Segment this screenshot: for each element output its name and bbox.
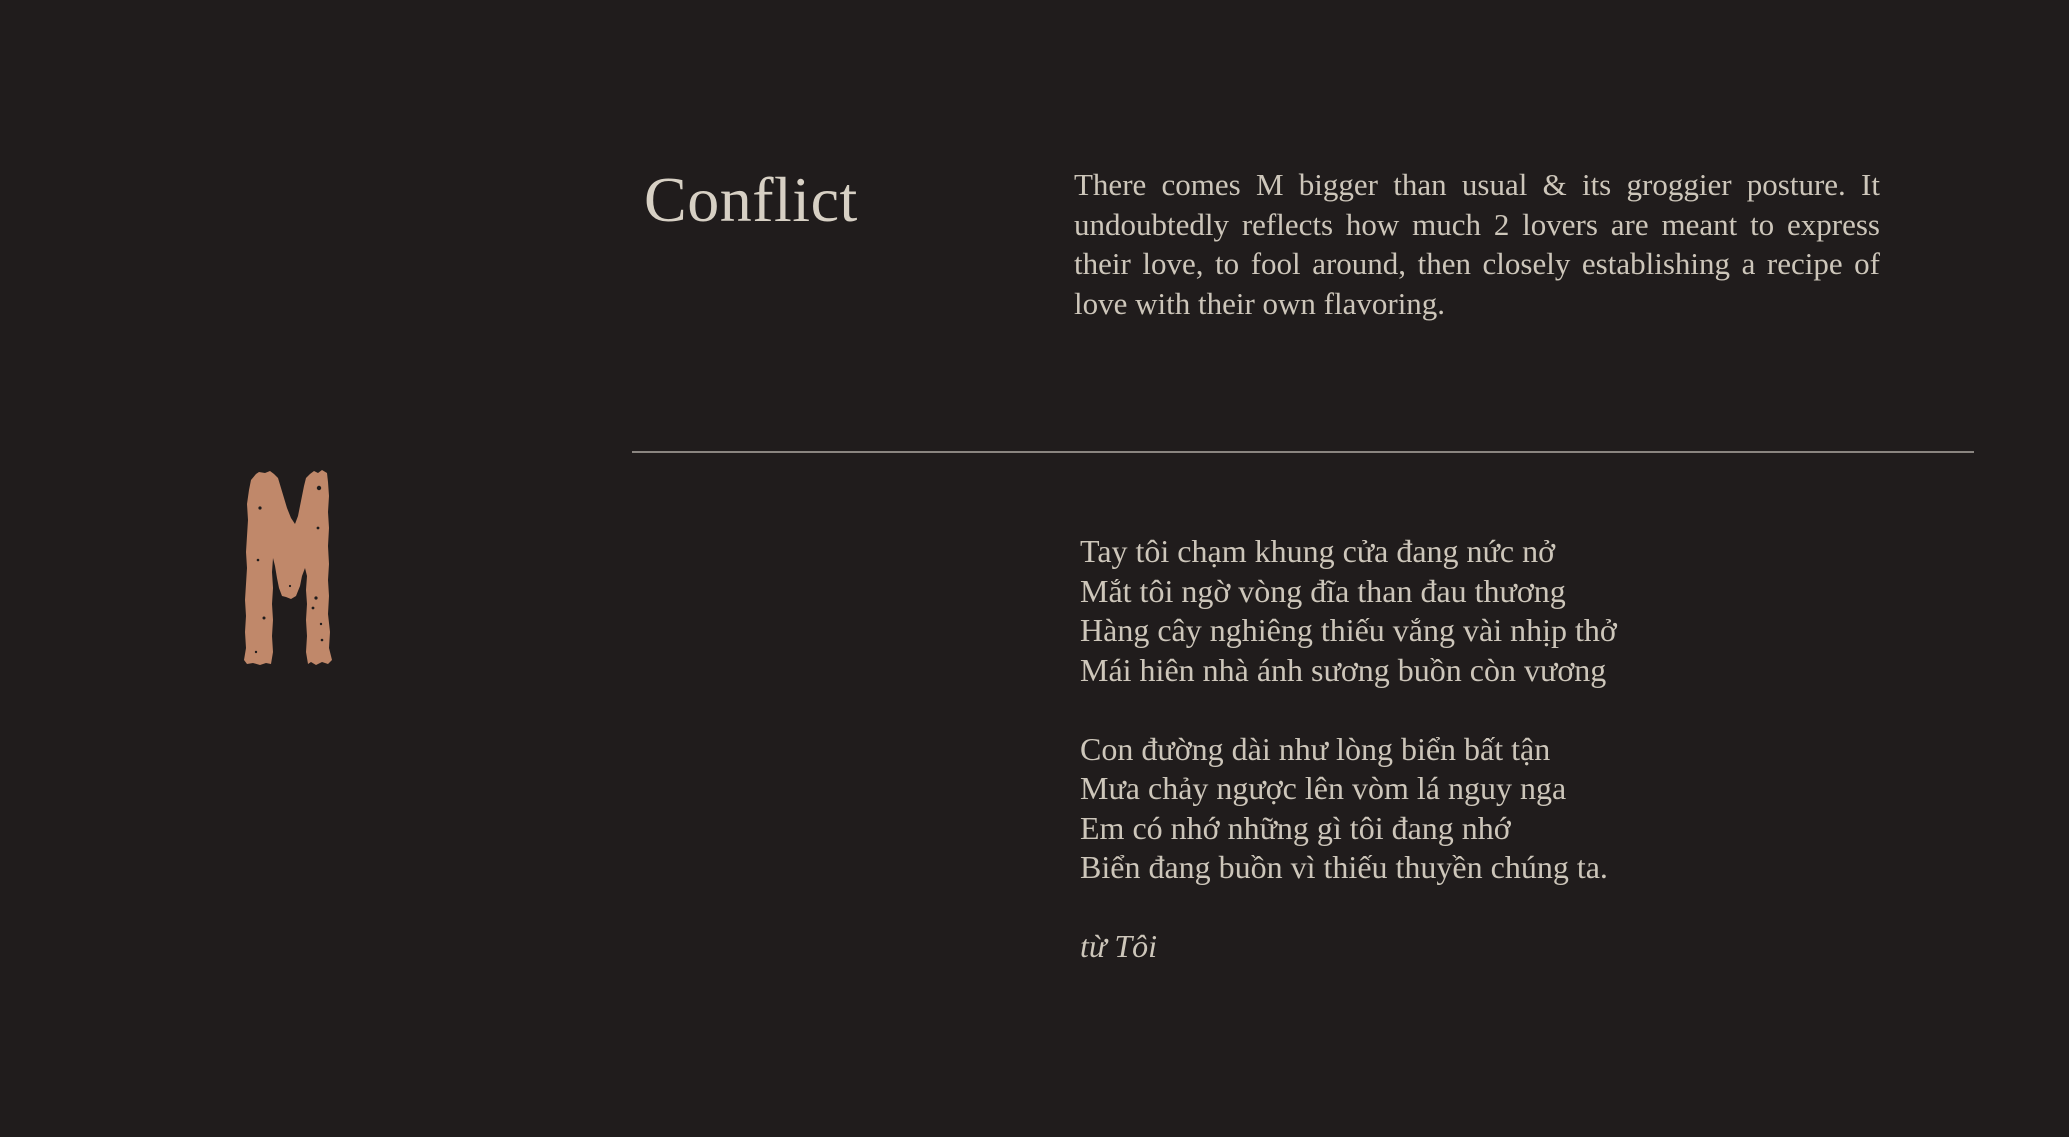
poem (1080, 532, 1780, 967)
section-intro: There comes M bigger than usual & its groggier posture. It undoubtedly reflects how much 2 lovers are meant to express their love, to fool around, then closely establishing a recipe of love with their own flavoring. (1074, 167, 1880, 321)
poem-stanza (1080, 730, 1780, 888)
poem-line: Mái hiên nhà ánh sương buồn còn vương (1080, 651, 1607, 688)
m-letter-logo-icon (238, 468, 378, 668)
poem-stanza (1080, 532, 1780, 690)
poem-signature: từ Tôi (1080, 928, 1158, 964)
poem-line: Hàng cây nghiêng thiếu vắng vài nhịp thở (1080, 612, 1617, 648)
poem-line: Biển đang buồn vì thiếu thuyền chúng ta. (1080, 849, 1608, 885)
poem-line: Con đường dài như lòng biển bất tận (1080, 730, 1551, 767)
divider (632, 451, 1974, 453)
section-title: Conflict (644, 164, 858, 235)
m-letter-shape (244, 470, 332, 665)
poem-line: Tay tôi chạm khung cửa đang nức nở (1080, 533, 1556, 569)
poem-line: Em có nhớ những gì tôi đang nhớ (1080, 809, 1511, 846)
poem-line: Mưa chảy ngược lên vòm lá nguy nga (1080, 770, 1567, 806)
poem-line: Mắt tôi ngờ vòng đĩa than đau thương (1080, 572, 1566, 609)
